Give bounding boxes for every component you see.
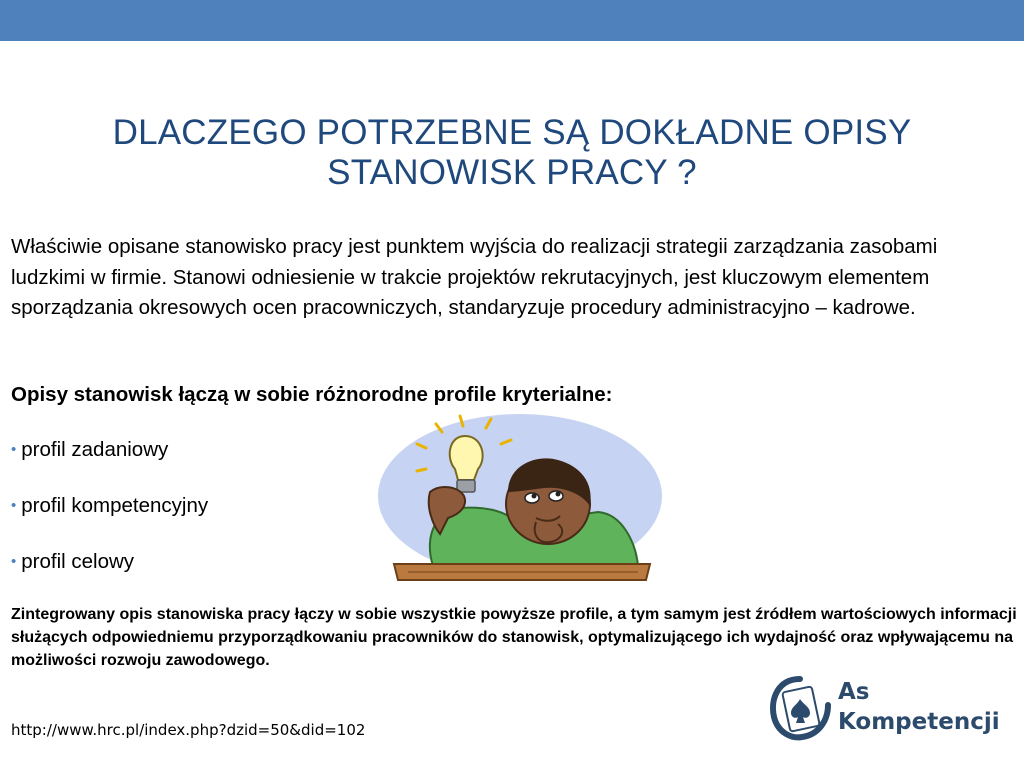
source-link[interactable]: http://www.hrc.pl/index.php?dzid=50&did=102: [11, 721, 366, 739]
profile-item-label: profil kompetencyjny: [21, 494, 209, 517]
profile-item-label: profil zadaniowy: [21, 438, 169, 461]
slide-title: DLACZEGO POTRZEBNE SĄ DOKŁADNE OPISY STANOWISK PRACY ?: [112, 113, 912, 192]
bullet-icon: •: [11, 497, 17, 514]
bullet-icon: •: [11, 553, 17, 570]
top-bar: [0, 0, 1024, 41]
profile-item-label: profil celowy: [21, 550, 135, 573]
profile-item: [11, 548, 134, 576]
summary-paragraph: Zintegrowany opis stanowiska pracy łączy w sobie wszystkie powyższe profile, a tym samym jest źródłem wartościowych informacji służących odpowiedniemu przyporządkowaniu pracowników do stanowisk, optymalizującego ich wydajność oraz wpływającemu na możliwości rozwoju zawodowego.: [11, 606, 1017, 669]
profiles-heading: Opisy stanowisk łączą w sobie różnorodne profile kryterialne:: [11, 383, 613, 406]
spade-card-icon: [768, 673, 832, 741]
logo-text-line1: As: [838, 679, 870, 705]
bullet-icon: •: [11, 441, 17, 458]
thinking-man-lightbulb-icon: [368, 414, 664, 586]
profile-item: [11, 492, 208, 520]
company-logo: [768, 673, 998, 745]
intro-paragraph: Właściwie opisane stanowisko pracy jest punktem wyjścia do realizacji strategii zarządzania zasobami ludzkimi w firmie. Stanowi odniesienie w trakcie projektów rekrutacyjnych, jest kluczowym elementem sporządzania okresowych ocen pracowniczych, standaryzuje procedury administracyjno – kadrowe.: [11, 235, 938, 319]
profile-item: [11, 436, 168, 464]
logo-text-line2: Kompetencji: [838, 709, 1000, 735]
